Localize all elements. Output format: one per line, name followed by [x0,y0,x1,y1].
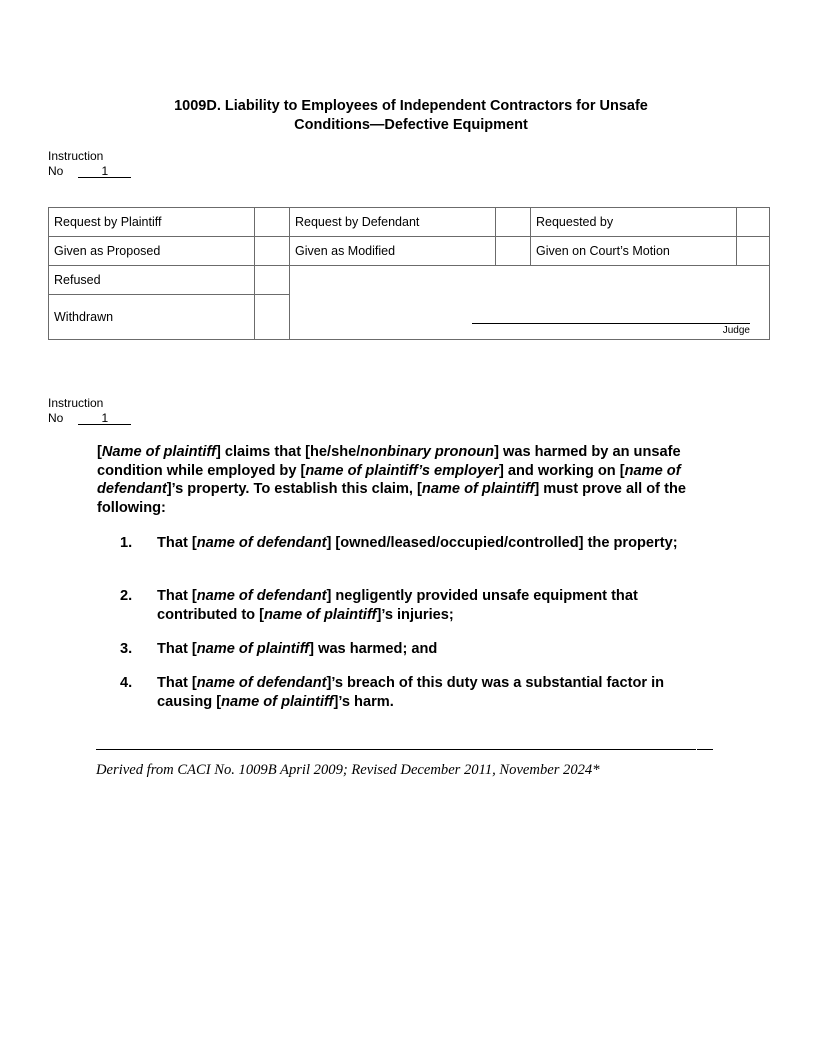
element-placeholder: name of defendant [196,675,327,691]
judge-signature-line[interactable] [472,323,750,324]
element-placeholder: name of defendant [196,588,327,604]
instruction-title [96,97,726,135]
refused-box[interactable] [255,266,290,295]
request-by-plaintiff-box[interactable] [255,208,290,237]
title-line-2: Conditions—Defective Equipment [294,117,528,133]
instruction-number-2: 1 [78,412,131,425]
instruction-number-block-top [48,149,131,178]
requested-by-label: Requested by [531,208,737,237]
request-by-defendant-label: Request by Defendant [290,208,496,237]
element-1 [120,534,720,553]
intro-placeholder-plaintiff-2: name of plaintiff [421,481,535,497]
intro-text-3: ] and working on [ [498,462,625,479]
intro-placeholder-employer: name of plaintiff’s employer [305,462,499,479]
request-by-defendant-box[interactable] [496,208,531,237]
given-as-proposed-label: Given as Proposed [49,237,255,266]
element-text: That [ [157,675,197,691]
intro-placeholder-defendant: name of defendant [97,462,681,497]
refused-label: Refused [49,266,255,295]
given-as-modified-box[interactable] [496,237,531,266]
intro-text-2: ] was harmed by an unsafe condition while employed by [ [97,444,681,479]
intro-text-1: ] claims that [he/she/ [215,444,361,460]
element-text: ] [owned/leased/occupied/controlled] the property; [326,535,678,551]
derived-from-note: Derived from CACI No. 1009B April 2009; Revised December 2011, November 2024* [96,762,600,778]
element-text: That [ [157,535,197,551]
intro-placeholder-plaintiff: Name of plaintiff [101,444,216,460]
element-number: 4. [120,675,133,691]
intro-text-5: ] must prove all of the following: [97,481,686,516]
footer-divider [96,749,696,750]
element-text: That [ [157,641,197,657]
given-as-modified-label: Given as Modified [290,237,496,266]
element-3 [120,640,720,659]
element-text: ] negligently provided unsafe equipment that contributed to [ [157,588,638,623]
footer-divider-tail [697,749,713,750]
given-on-courts-motion-label: Given on Court’s Motion [531,237,737,266]
intro-text-4: ]’s property. To establish this claim, [ [166,481,422,497]
element-text: ] was harmed; and [309,641,438,657]
element-number: 1. [120,535,133,551]
element-2 [120,587,720,624]
withdrawn-label: Withdrawn [49,295,255,340]
instruction-number: 1 [78,165,131,178]
intro-placeholder-pronoun: nonbinary pronoun [360,444,495,460]
element-4 [120,674,720,711]
requested-by-box[interactable] [737,208,770,237]
element-number: 3. [120,641,133,657]
element-text: ]’s injuries; [376,606,454,623]
instruction-label-2: Instruction [48,396,104,410]
element-placeholder: name of plaintiff [221,693,334,710]
instruction-label: Instruction [48,149,104,163]
judge-label: Judge [722,325,750,336]
title-line-1: 1009D. Liability to Employees of Independent Contractors for Unsafe [174,98,648,114]
element-text: That [ [157,588,197,604]
disposition-table [48,207,770,340]
element-placeholder: name of defendant [196,535,327,551]
element-placeholder: name of plaintiff [196,641,310,657]
no-label: No [48,163,64,178]
no-label-2: No [48,410,64,425]
instruction-number-block-bottom [48,396,131,425]
judge-signature-area [290,266,770,340]
element-text: ]’s harm. [333,693,394,710]
element-placeholder: name of plaintiff [264,606,377,623]
element-number: 2. [120,588,133,604]
withdrawn-box[interactable] [255,295,290,340]
given-on-courts-motion-box[interactable] [737,237,770,266]
instruction-intro: [Name of plaintiff] claims that [he/she/nonbinary pronoun] was harmed by an unsafe condition while employed by [name of plaintiff’s employer] and working on [name of defendant]’s property. To establish this claim, [name of plaintiff] must prove all of the following: [97,444,686,516]
request-by-plaintiff-label: Request by Plaintiff [49,208,255,237]
element-text: ]’s breach of this duty was a substantial factor in causing [ [157,675,665,710]
given-as-proposed-box[interactable] [255,237,290,266]
